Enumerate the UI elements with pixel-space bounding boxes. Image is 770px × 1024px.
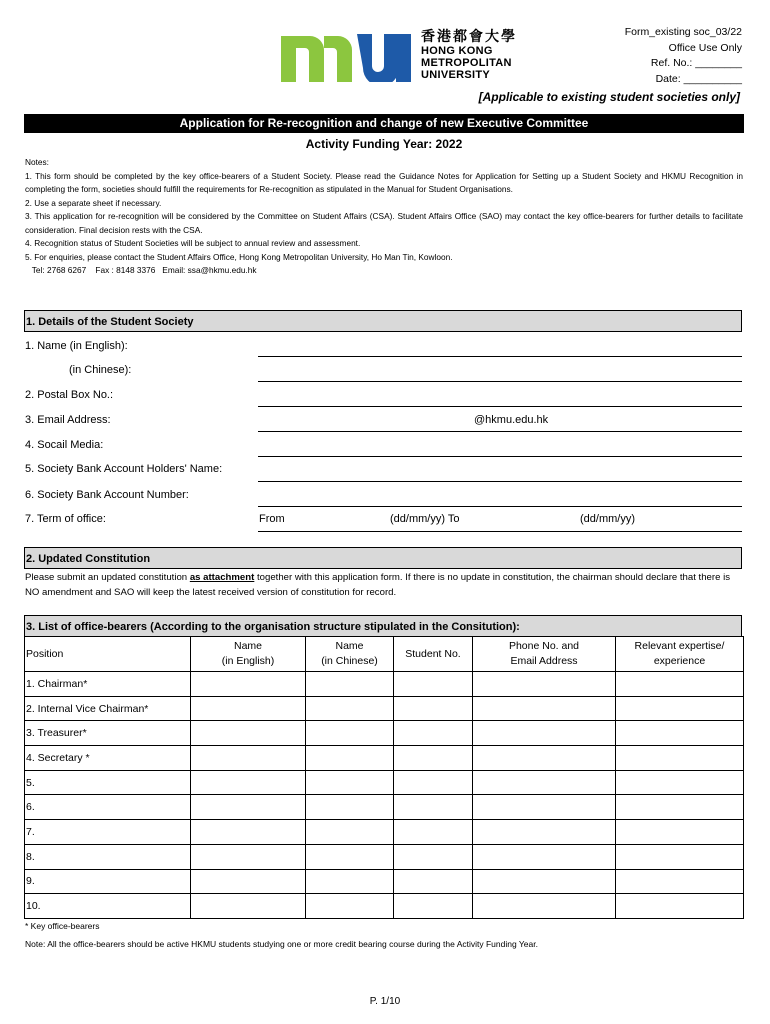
note-item: 1. This form should be completed by the key office-bearers of a Student Society. Please read the Guidance Notes for Application for Setting up a Student Society and HKMU Recognition in completing the form, societies should fulfill the requirements for Re-recognition as stipulated in the Manual for Student Organisations. [25, 170, 743, 194]
bank-name-label: 5. Society Bank Account Holders' Name: [25, 463, 223, 475]
table-row [25, 746, 744, 771]
notes-block [25, 156, 743, 278]
table-header-row [25, 637, 744, 672]
cell-input[interactable] [616, 820, 744, 845]
row-position: 4. Secretary * [25, 746, 191, 771]
section3-heading: 3. List of office-bearers (According to the organisation structure stipulated in the Consitution): [24, 615, 742, 637]
social-input[interactable] [258, 456, 742, 457]
cell-input[interactable] [306, 795, 394, 820]
bank-no-input[interactable] [258, 506, 742, 507]
cell-input[interactable] [191, 770, 306, 795]
col-expertise: Relevant expertise/ experience [616, 637, 744, 672]
table-row [25, 795, 744, 820]
cell-input[interactable] [306, 894, 394, 919]
cell-input[interactable] [394, 820, 473, 845]
cell-input[interactable] [394, 869, 473, 894]
cell-input[interactable] [394, 770, 473, 795]
form-title: Application for Re-recognition and change of new Executive Committee [24, 114, 744, 133]
row-position: 3. Treasurer* [25, 721, 191, 746]
cell-input[interactable] [473, 894, 616, 919]
row-position: 7. [25, 820, 191, 845]
funding-year: Activity Funding Year: 2022 [305, 137, 463, 151]
bank-name-input[interactable] [258, 481, 742, 482]
table-row [25, 894, 744, 919]
hkmu-logo-text: 香港都會大學 HONG KONG METROPOLITAN UNIVERSITY [421, 28, 517, 81]
date-field[interactable]: Date: __________ [655, 72, 742, 85]
cell-input[interactable] [394, 746, 473, 771]
cell-input[interactable] [616, 672, 744, 697]
table-row [25, 696, 744, 721]
name-cn-label: (in Chinese): [69, 364, 132, 376]
form-code: Form_existing soc_03/22 [624, 26, 742, 38]
email-domain: @hkmu.edu.hk [474, 414, 549, 426]
social-label: 4. Socail Media: [25, 439, 104, 451]
name-en-input[interactable] [258, 356, 742, 357]
table-row [25, 820, 744, 845]
cell-input[interactable] [394, 795, 473, 820]
office-use-label: Office Use Only [668, 41, 742, 54]
cell-input[interactable] [394, 844, 473, 869]
row-position: 2. Internal Vice Chairman* [25, 696, 191, 721]
cell-input[interactable] [473, 696, 616, 721]
cell-input[interactable] [306, 672, 394, 697]
hkmu-logo-mark [281, 30, 411, 82]
office-bearers-note: Note: All the office-bearers should be active HKMU students studying one or more credit bearing course during the Activity Funding Year. [25, 939, 538, 949]
cell-input[interactable] [616, 795, 744, 820]
cell-input[interactable] [191, 820, 306, 845]
cell-input[interactable] [616, 746, 744, 771]
cell-input[interactable] [306, 696, 394, 721]
cell-input[interactable] [191, 869, 306, 894]
cell-input[interactable] [394, 894, 473, 919]
row-position: 5. [25, 770, 191, 795]
cell-input[interactable] [473, 869, 616, 894]
cell-input[interactable] [473, 770, 616, 795]
cell-input[interactable] [191, 795, 306, 820]
cell-input[interactable] [394, 672, 473, 697]
note-item: 5. For enquiries, please contact the Student Affairs Office, Hong Kong Metropolitan University, Ho Man Tin, Kowloon. [25, 251, 453, 262]
cell-input[interactable] [191, 894, 306, 919]
cell-input[interactable] [473, 795, 616, 820]
term-to: (dd/mm/yy) To [390, 513, 460, 525]
cell-input[interactable] [394, 721, 473, 746]
row-position: 10. [25, 894, 191, 919]
note-item: 3. This application for re-recognition will be considered by the Committee on Student Affairs (CSA). Student Affairs Office (SAO) may contact the key office-bearers for further details to facilitate consideration. Final decision rests with the CSA. [25, 211, 743, 235]
cell-input[interactable] [473, 721, 616, 746]
cell-input[interactable] [616, 696, 744, 721]
cell-input[interactable] [616, 894, 744, 919]
col-contact: Phone No. and Email Address [473, 637, 616, 672]
notes-heading: Notes: [25, 157, 49, 167]
cell-input[interactable] [191, 746, 306, 771]
page-number: P. 1/10 [369, 996, 401, 1007]
row-position: 1. Chairman* [25, 672, 191, 697]
cell-input[interactable] [473, 844, 616, 869]
col-name-en: Name (in English) [191, 637, 306, 672]
cell-input[interactable] [473, 746, 616, 771]
row-position: 9. [25, 869, 191, 894]
cell-input[interactable] [473, 820, 616, 845]
col-student-no: Student No. [394, 637, 473, 672]
key-office-bearers-footnote: * Key office-bearers [25, 921, 100, 931]
col-name-cn: Name (in Chinese) [306, 637, 394, 672]
note-item: Tel: 2768 6267 Fax : 8148 3376 Email: ssa@hkmu.edu.hk [25, 265, 257, 275]
note-item: 4. Recognition status of Student Societies will be subject to annual review and assessment. [25, 238, 361, 248]
cell-input[interactable] [306, 820, 394, 845]
cell-input[interactable] [306, 844, 394, 869]
cell-input[interactable] [306, 721, 394, 746]
table-row [25, 721, 744, 746]
table-row [25, 672, 744, 697]
term-end-format: (dd/mm/yy) [580, 513, 635, 525]
constitution-text: Please submit an updated constitution as attachment together with this application form. If there is no update in constitution, the chairman should declare that there is NO amendment and SAO will keep the latest received version of constitution for record. [25, 572, 731, 598]
table-row [25, 844, 744, 869]
cell-input[interactable] [306, 746, 394, 771]
office-bearers-table [24, 636, 744, 919]
section2-heading: 2. Updated Constitution [24, 547, 742, 569]
term-label: 7. Term of office: [25, 513, 106, 525]
office-use-box [625, 25, 742, 87]
section1-heading: 1. Details of the Student Society [24, 310, 742, 332]
cell-input[interactable] [191, 721, 306, 746]
cell-input[interactable] [306, 869, 394, 894]
cell-input[interactable] [191, 672, 306, 697]
cell-input[interactable] [616, 869, 744, 894]
term-input[interactable] [258, 531, 742, 532]
term-from: From [259, 513, 285, 525]
table-row [25, 770, 744, 795]
cell-input[interactable] [394, 696, 473, 721]
applicability-note: [Applicable to existing student societies only] [478, 90, 740, 104]
bank-no-label: 6. Society Bank Account Number: [25, 489, 189, 501]
name-cn-input[interactable] [258, 381, 742, 382]
cell-input[interactable] [191, 696, 306, 721]
email-label: 3. Email Address: [25, 414, 111, 426]
cell-input[interactable] [306, 770, 394, 795]
email-input[interactable] [258, 431, 742, 432]
table-row [25, 869, 744, 894]
cell-input[interactable] [191, 844, 306, 869]
cell-input[interactable] [616, 770, 744, 795]
name-en-label: 1. Name (in English): [25, 340, 128, 352]
postal-label: 2. Postal Box No.: [25, 389, 114, 401]
row-position: 6. [25, 795, 191, 820]
cell-input[interactable] [473, 672, 616, 697]
cell-input[interactable] [616, 721, 744, 746]
ref-no-field[interactable]: Ref. No.: ________ [650, 57, 742, 69]
note-item: 2. Use a separate sheet if necessary. [25, 197, 162, 208]
col-position: Position [25, 637, 191, 672]
row-position: 8. [25, 844, 191, 869]
postal-input[interactable] [258, 406, 742, 407]
cell-input[interactable] [616, 844, 744, 869]
